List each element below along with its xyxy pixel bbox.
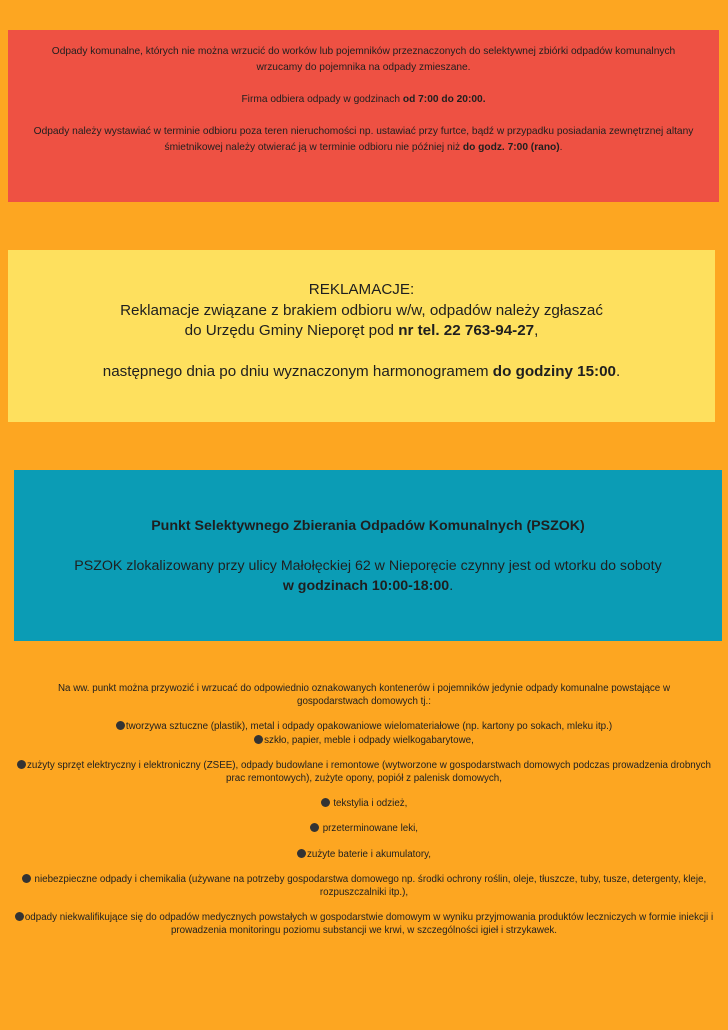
list-item: odpady niekwalifikujące się do odpadów medycznych powstałych w gospodarstwie domowym w wyniku przyjmowania produktów leczniczych w formie iniekcji i prowadzenia monitoringu poziomu substancji we krwi, w szczególności igieł i strzykawek. (0, 911, 728, 937)
list-item: zużyte baterie i akumulatory, (0, 848, 728, 861)
complaints-deadline: do godziny 15:00 (492, 362, 617, 380)
collection-hours: od 7:00 do 20:00. (402, 94, 486, 105)
complaints-line-2: do Urzędu Gminy Nieporęt pod nr tel. 22 763-94-27, (184, 322, 539, 339)
placement-deadline: do godz. 7:00 (rano) (462, 142, 560, 153)
bullet-icon (17, 760, 26, 769)
list-intro: Na ww. punkt można przywozić i wrzucać do odpowiednio oznakowanych kontenerów i pojemników jedynie odpady komunalne powstające w gospodarstwach domowych tj.: (57, 683, 671, 708)
complaints-box (8, 250, 715, 422)
bullet-icon (15, 912, 24, 921)
list-item: tekstylia i odzież, (0, 797, 728, 810)
list-item: tworzywa sztuczne (plastik), metal i odpady opakowaniowe wielomateriałowe (np. kartony po sokach, mleku itp.) (0, 720, 728, 733)
bullet-icon (22, 874, 31, 883)
bullet-icon (310, 823, 319, 832)
bullet-icon (321, 798, 330, 807)
pszok-location: PSZOK zlokalizowany przy ulicy Małołęckiej 62 w Nieporęcie czynny jest od wtorku do soboty (74, 558, 662, 574)
complaints-heading: REKLAMACJE: (308, 281, 415, 298)
list-item: niebezpieczne odpady i chemikalia (używane na potrzeby gospodarstwa domowego np. środki ochrony roślin, oleje, tłuszcze, tuby, tusze, detergenty, kleje, rozpuszczalniki itp.), (0, 873, 728, 899)
list-item: szkło, papier, meble i odpady wielkogabarytowe, (0, 734, 728, 747)
pszok-title: Punkt Selektywnego Zbierania Odpadów Komunalnych (PSZOK) (151, 518, 585, 534)
accepted-waste-list (0, 682, 728, 938)
bullet-icon (116, 721, 125, 730)
bullet-icon (297, 849, 306, 858)
collection-hours-paragraph: Firma odbiera odpady w godzinach od 7:00 do 20:00. (241, 94, 486, 105)
mixed-waste-paragraph: Odpady komunalne, których nie można wrzucić do worków lub pojemników przeznaczonych do selektywnej zbiórki odpadów komunalnych wrzucamy do pojemnika na odpady zmieszane. (51, 46, 676, 73)
pszok-box (14, 470, 722, 641)
bullet-icon (254, 735, 263, 744)
pszok-hours: w godzinach 10:00-18:00. (282, 578, 454, 594)
collection-info-box (8, 30, 719, 202)
complaints-line-1: Reklamacje związane z brakiem odbioru w/w, odpadów należy zgłaszać (120, 301, 603, 319)
list-item: zużyty sprzęt elektryczny i elektroniczny (ZSEE), odpady budowlane i remontowe (wytworzone w gospodarstwach domowych podczas prowadzenia drobnych prac remontowych), zużyte opony, popiół z palenisk domowych, (0, 759, 728, 785)
complaints-phone: nr tel. 22 763-94-27 (398, 322, 535, 339)
list-item: przeterminowane leki, (0, 822, 728, 835)
complaints-line-3: następnego dnia po dniu wyznaczonym harmonogramem do godziny 15:00. (102, 362, 621, 380)
placement-paragraph: Odpady należy wystawiać w terminie odbioru poza teren nieruchomości np. ustawiać przy furtce, bądź w przypadku posiadania zewnętrznej altany śmietnikowej należy otwierać ją w terminie odbioru nie później niż do godz. 7:00 (rano). (33, 126, 694, 153)
